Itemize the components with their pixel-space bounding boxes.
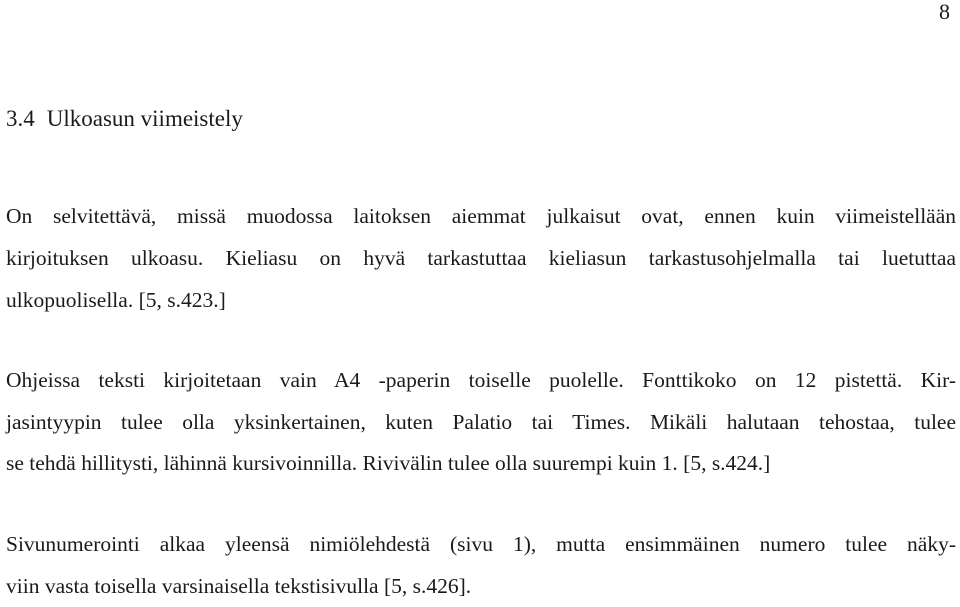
page-number: 8: [939, 0, 950, 24]
paragraph-line: On selvitettävä, missä muodossa laitoksen aiemmat julkaisut ovat, ennen kuin viimeistellään: [6, 204, 956, 228]
paragraph-line: se tehdä hillitysti, lähinnä kursivoinnilla. Rivivälin tulee olla suurempi kuin 1. [5, s.424.]: [6, 451, 771, 475]
paragraph-line: kirjoituksen ulkoasu. Kieliasu on hyvä tarkastuttaa kieliasun tarkastusohjelmalla tai luetuttaa: [6, 246, 956, 270]
section-heading: [6, 104, 243, 134]
paragraph-1: [6, 195, 956, 321]
paragraph-line: Ohjeissa teksti kirjoitetaan vain A4 -paperin toiselle puolelle. Fonttikoko on 12 pistettä. Kir-: [6, 368, 956, 392]
paragraph-line: Sivunumerointi alkaa yleensä nimiölehdestä (sivu 1), mutta ensimmäinen numero tulee näky-: [6, 532, 956, 556]
paragraph-line: viin vasta toisella varsinaisella tekstisivulla [5, s.426].: [6, 574, 472, 598]
section-number: 3.4: [6, 106, 35, 131]
paragraph-line: jasintyypin tulee olla yksinkertainen, kuten Palatio tai Times. Mikäli halutaan tehostaa, tulee: [6, 409, 956, 434]
section-title: Ulkoasun viimeistely: [46, 106, 243, 131]
paragraph-3: [6, 523, 956, 607]
paragraph-line: ulkopuolisella. [5, s.423.]: [6, 288, 226, 312]
paragraph-2: [6, 360, 956, 485]
